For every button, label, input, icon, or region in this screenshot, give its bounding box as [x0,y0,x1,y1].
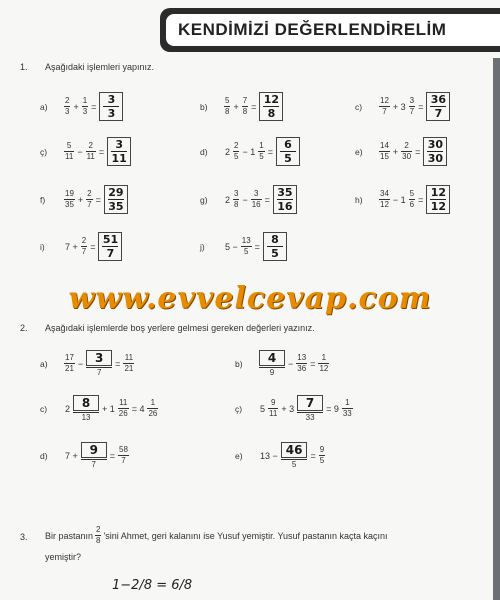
fraction [319,446,325,465]
fraction-numerator: 11 [119,398,128,407]
exercise-label: ç) [40,146,48,157]
exercise-item [355,185,450,214]
fraction-denominator: 5 [259,152,264,161]
exercise-label: d) [200,146,208,157]
fraction-denominator: 11 [86,152,95,161]
question-1-number: 1. [20,62,28,72]
fraction-denominator: 16 [251,200,261,209]
fraction-numerator: 58 [119,445,128,454]
exercise-item [40,137,131,166]
operator-text: = [267,146,273,157]
fraction-numerator: 1 [82,96,88,105]
fraction-numerator: 2 [234,141,239,150]
operator-text: = [109,450,116,461]
fraction-denominator: 5 [234,152,239,161]
fraction-denominator: 7 [96,368,102,377]
answer-box [98,232,122,261]
question-3-text-before: Bir pastanın [45,530,94,541]
fraction-numerator: 11 [124,353,134,362]
operator-text: = [310,450,316,461]
fraction-denominator: 7 [81,247,87,256]
operator-text: = [310,358,316,369]
fraction-denominator: 8 [96,536,101,545]
operator-text: + [77,194,84,205]
fraction-numerator: 2 [88,141,93,150]
fraction-numerator: 34 [380,189,389,198]
fraction-with-blank [259,350,285,377]
exercise-label: h) [355,194,363,205]
exercise-label: i) [40,241,45,252]
operator-text: = 4 [131,403,145,414]
answer-box [99,92,123,121]
answer-box: 9 [81,442,107,458]
answer-denominator: 3 [107,107,116,120]
fraction [258,142,264,161]
exercise-item [40,232,122,261]
operator-text: + [73,101,79,112]
fraction-numerator: 9 [319,445,325,454]
fraction-denominator: 21 [65,364,74,373]
fraction-numerator: 1 [259,141,264,150]
exercise-label: a) [40,101,48,112]
answer-denominator: 8 [267,107,276,120]
operator-text: = [90,241,96,252]
operator-text: + 3 [392,101,406,112]
fraction-denominator: 7 [121,456,126,465]
fraction-denominator: 26 [118,409,128,418]
exercise-item [355,92,450,121]
fraction-numerator: 19 [65,189,74,198]
exercise-label: ç) [235,403,243,414]
answer-numerator: 3 [107,93,116,106]
exercise-item [200,137,300,166]
exercise-item [235,395,353,422]
operator-text: 13 − [260,450,278,461]
question-2-number: 2. [20,323,28,333]
exercise-item [235,350,329,377]
fraction-numerator: 3 [234,189,239,198]
fraction-numerator: 5 [225,96,230,105]
fraction-denominator: 13 [81,413,91,422]
fraction-numerator: 5 [66,141,72,150]
answer-numerator: 36 [430,93,447,106]
exercise-label: b) [200,101,208,112]
fraction-with-blank [297,395,323,422]
fraction [224,97,230,116]
answer-denominator: 5 [271,247,279,260]
operator-text: 2 [225,146,231,157]
exercise-label: f) [40,194,46,205]
fraction-numerator: 2 [87,189,92,198]
answer-denominator: 5 [284,152,292,165]
question-3-text-line2: yemiştir? [45,552,82,562]
title-banner [160,8,500,52]
exercise-item [200,92,283,121]
fraction-denominator: 26 [148,409,158,418]
answer-numerator: 8 [271,233,279,246]
fraction-numerator: 12 [380,96,389,105]
fraction [379,97,390,116]
fraction [379,142,390,161]
exercise-label: j) [200,241,205,252]
fraction-denominator: 11 [269,409,278,418]
exercise-label: a) [40,358,48,369]
answer-box [107,137,131,166]
fraction [251,190,262,209]
fraction [64,354,75,373]
fraction-numerator: 14 [380,141,389,150]
operator-text: − [242,194,248,205]
operator-text: = [251,101,257,112]
fraction-numerator: 1 [321,353,327,362]
fraction-denominator: 8 [234,200,239,209]
exercise-item [40,92,123,121]
answer-box [263,232,287,261]
fraction [123,354,134,373]
fraction-denominator: 9 [269,368,275,377]
answer-numerator: 51 [102,233,119,246]
fraction-numerator: 1 [345,398,350,407]
operator-text: − 1 [392,194,406,205]
operator-text: 2 [65,403,71,414]
exercise-label: g) [200,194,208,205]
answer-box [423,137,447,166]
operator-text: + [233,101,239,112]
fraction-numerator: 9 [270,398,276,407]
question-3-number: 3. [20,532,28,542]
fraction-denominator: 12 [319,364,329,373]
exercise-item [40,442,129,469]
fraction [241,237,252,256]
fraction-numerator: 17 [65,353,74,362]
fraction [64,142,74,161]
fraction [147,399,158,418]
operator-text: 5 [260,403,266,414]
operator-text: 5 − [225,241,238,252]
fraction-denominator: 7 [382,107,387,116]
exercise-item [40,185,128,214]
fraction [268,399,278,418]
operator-text: = [98,146,105,157]
fraction-numerator: 1 [150,398,156,407]
fraction-numerator: 13 [297,353,307,362]
fraction [379,190,390,209]
fraction-numerator: 2 [81,236,87,245]
fraction-denominator: 11 [65,152,74,161]
fraction-denominator: 7 [87,200,92,209]
answer-box: 3 [86,350,112,366]
fraction-denominator: 8 [225,107,230,116]
fraction-denominator: 8 [242,107,248,116]
operator-text: − [288,358,294,369]
page-header [0,0,500,58]
answer-box [273,185,297,214]
operator-text: + 3 [281,403,295,414]
fraction [64,190,75,209]
fraction-denominator: 30 [402,152,412,161]
fraction [242,97,248,116]
fraction-denominator: 15 [380,152,389,161]
fraction-numerator: 3 [409,96,415,105]
operator-text: 7 + [65,450,78,461]
exercise-label: e) [235,450,243,461]
answer-numerator: 12 [263,93,280,106]
fraction-with-blank [281,442,308,469]
answer-denominator: 35 [108,200,124,213]
fraction-numerator: 2 [404,141,409,150]
page-title: KENDİMİZİ DEĞERLENDİRELİM [166,14,500,46]
operator-text: = [254,241,260,252]
fraction [318,354,329,373]
fraction [233,142,239,161]
exercise-label: e) [355,146,363,157]
fraction-numerator: 5 [409,189,415,198]
fraction [81,237,87,256]
exercise-label: b) [235,358,243,369]
question-1-text: Aşağıdaki işlemleri yapınız. [45,62,155,72]
fraction-denominator: 6 [409,200,415,209]
fraction [118,446,129,465]
question-2-text: Aşağıdaki işlemlerde boş yerlere gelmesi gereken değerleri yazınız. [45,323,315,333]
question-3-text [45,526,388,545]
question-3-fraction [95,526,101,545]
answer-denominator: 16 [277,200,293,213]
fraction-denominator: 5 [291,460,297,469]
answer-box [276,137,300,166]
exercise-item [200,185,297,214]
handwritten-answer: 1−2/8 = 6/8 [112,578,193,593]
fraction-denominator: 3 [65,107,70,116]
fraction-numerator: 13 [241,236,251,245]
operator-text: = [418,101,424,112]
answer-box [104,185,128,214]
operator-text: = 9 [326,403,339,414]
operator-text: = [418,194,424,205]
fraction-numerator: 2 [65,96,70,105]
exercise-item [40,395,158,422]
fraction-denominator: 35 [65,200,74,209]
exercise-label: c) [40,403,48,414]
answer-box: 7 [297,395,323,411]
answer-numerator: 6 [284,138,292,151]
exercise-label: c) [355,101,363,112]
fraction [82,97,88,116]
fraction-denominator: 5 [319,456,325,465]
fraction [409,97,415,116]
answer-denominator: 7 [106,247,115,260]
watermark: www.evvelcevap.com [68,280,432,316]
fraction-denominator: 7 [409,107,415,116]
fraction-numerator: 7 [242,96,248,105]
question-3-text-after: 'sini Ahmet, geri kalanını ise Yusuf yemiştir. Yusuf pastanın kaçta kaçını [103,530,388,541]
fraction-denominator: 5 [243,247,249,256]
exercise-item [235,442,325,469]
fraction [296,354,307,373]
fraction-denominator: 7 [91,460,96,469]
answer-denominator: 7 [434,107,443,120]
fraction [409,190,415,209]
answer-numerator: 29 [108,186,124,199]
answer-denominator: 12 [430,200,447,213]
fraction-with-blank [86,350,112,377]
fraction-with-blank [73,395,99,422]
operator-text: 2 [225,194,231,205]
operator-text: + 1 [102,403,115,414]
exercise-item [200,232,287,261]
fraction-numerator: 3 [253,189,259,198]
exercise-item [40,350,134,377]
answer-box [259,92,283,121]
fraction-denominator: 33 [305,413,315,422]
operator-text: = [415,146,421,157]
answer-box: 8 [73,395,99,411]
answer-box: 4 [259,350,285,366]
operator-text: = [95,194,101,205]
operator-text: = [115,358,121,369]
fraction-denominator: 36 [297,364,307,373]
fraction [86,190,92,209]
exercise-item [355,137,447,166]
fraction [342,399,353,418]
operator-text: = [91,101,97,112]
operator-text: 7 + [65,241,78,252]
answer-denominator: 30 [427,152,443,165]
fraction-denominator: 3 [82,107,88,116]
operator-text: = [264,194,270,205]
answer-box [426,92,450,121]
answer-denominator: 11 [111,152,127,165]
fraction-denominator: 21 [124,364,134,373]
fraction [233,190,239,209]
fraction-with-blank [81,442,107,469]
fraction-denominator: 33 [342,409,352,418]
fraction-numerator: 2 [96,525,101,534]
fraction-denominator: 12 [380,200,389,209]
exercise-label: d) [40,450,48,461]
answer-numerator: 3 [115,138,123,151]
operator-text: − 1 [242,146,256,157]
fraction [64,97,70,116]
fraction [86,142,96,161]
answer-box [426,185,450,214]
answer-box: 46 [281,442,308,458]
answer-numerator: 12 [430,186,447,199]
operator-text: + [392,146,399,157]
answer-numerator: 35 [277,186,293,199]
operator-text: − [77,146,83,157]
fraction [401,142,412,161]
answer-numerator: 30 [427,138,443,151]
operator-text: − [77,358,84,369]
fraction [118,399,129,418]
